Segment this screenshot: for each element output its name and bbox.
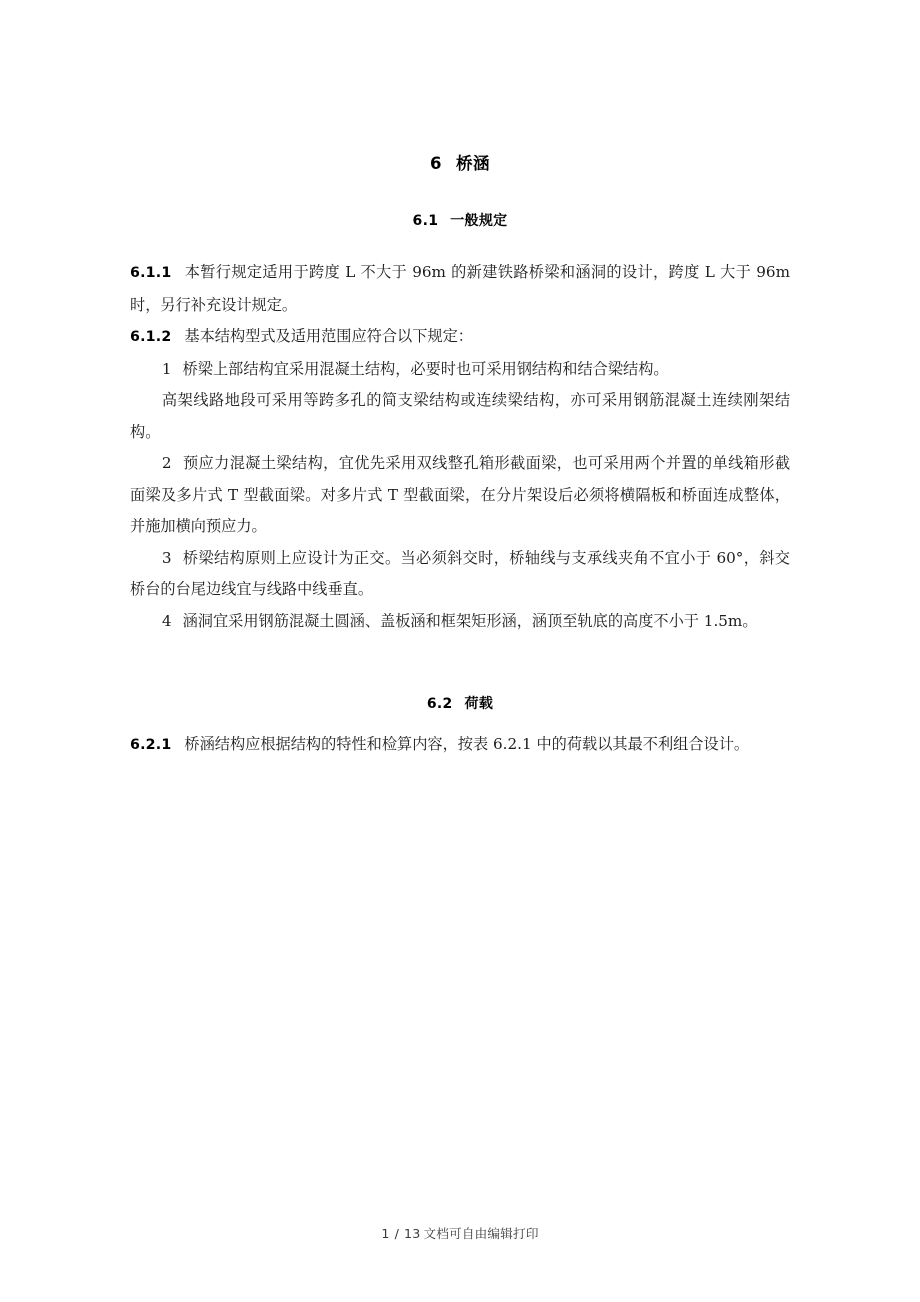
clause-number: 6.1.2 [130, 329, 172, 345]
section-number: 6.2 [426, 696, 453, 712]
section-title-text: 一般规定 [450, 213, 508, 229]
footer-total-pages: 13 [404, 1226, 421, 1241]
list-item [130, 606, 790, 638]
footer-current-page: 1 [381, 1226, 390, 1241]
list-item [130, 385, 790, 448]
item-number: 3 [161, 548, 172, 567]
item-text: 预应力混凝土梁结构，宜优先采用双线整孔箱形截面梁，也可采用两个并置的单线箱形截面梁及多片式 T 型截面梁。对多片式 T 型截面梁，在分片架设后必须将横隔板和桥面连成整体，并施加横向预应力。 [130, 454, 790, 535]
clause-number: 6.2.1 [130, 737, 172, 753]
page-content [130, 0, 790, 762]
clause-number: 6.1.1 [130, 265, 172, 281]
item-number: 2 [161, 454, 172, 472]
clause-6-1-1 [130, 257, 790, 321]
section-number: 6.1 [412, 213, 439, 229]
section-spacer [130, 637, 790, 693]
item-text: 高架线路地段可采用等跨多孔的简支梁结构或连续梁结构，亦可采用钢筋混凝土连续刚架结构。 [130, 391, 790, 441]
list-item [130, 448, 790, 543]
list-item [130, 354, 790, 386]
heading-spacer [130, 713, 790, 729]
item-text: 桥梁上部结构宜采用混凝土结构，必要时也可采用钢结构和结合梁结构。 [182, 359, 669, 378]
chapter-number: 6 [430, 154, 442, 173]
item-text: 桥梁结构原则上应设计为正交。当必须斜交时，桥轴线与支承线夹角不宜小于 60°，斜交桥台的台尾边线宜与线路中线垂直。 [130, 548, 790, 598]
clause-6-2-1 [130, 729, 790, 762]
item-text: 涵洞宜采用钢筋混凝土圆涵、盖板涵和框架矩形涵，涵顶至轨底的高度不小于 1.5m。 [182, 611, 758, 630]
section-heading-6-2 [130, 693, 790, 713]
footer-note: 文档可自由编辑打印 [423, 1226, 539, 1241]
item-number: 1 [161, 359, 172, 378]
clause-text: 本暂行规定适用于跨度 L 不大于 96m 的新建铁路桥梁和涵洞的设计，跨度 L 大于 96m 时，另行补充设计规定。 [130, 263, 790, 314]
list-item [130, 543, 790, 606]
section-heading-6-1 [130, 174, 790, 230]
item-number: 4 [161, 611, 172, 630]
clause-6-1-2 [130, 321, 790, 354]
chapter-title-text: 桥涵 [455, 154, 490, 173]
clause-text: 桥涵结构应根据结构的特性和检算内容，按表 6.2.1 中的荷载以其最不利组合设计。 [184, 735, 750, 753]
footer-separator: / [394, 1226, 400, 1241]
section-title-text: 荷载 [464, 696, 494, 712]
clause-text: 基本结构型式及适用范围应符合以下规定： [184, 327, 473, 345]
page-footer [0, 1223, 920, 1242]
page-title [130, 0, 790, 174]
